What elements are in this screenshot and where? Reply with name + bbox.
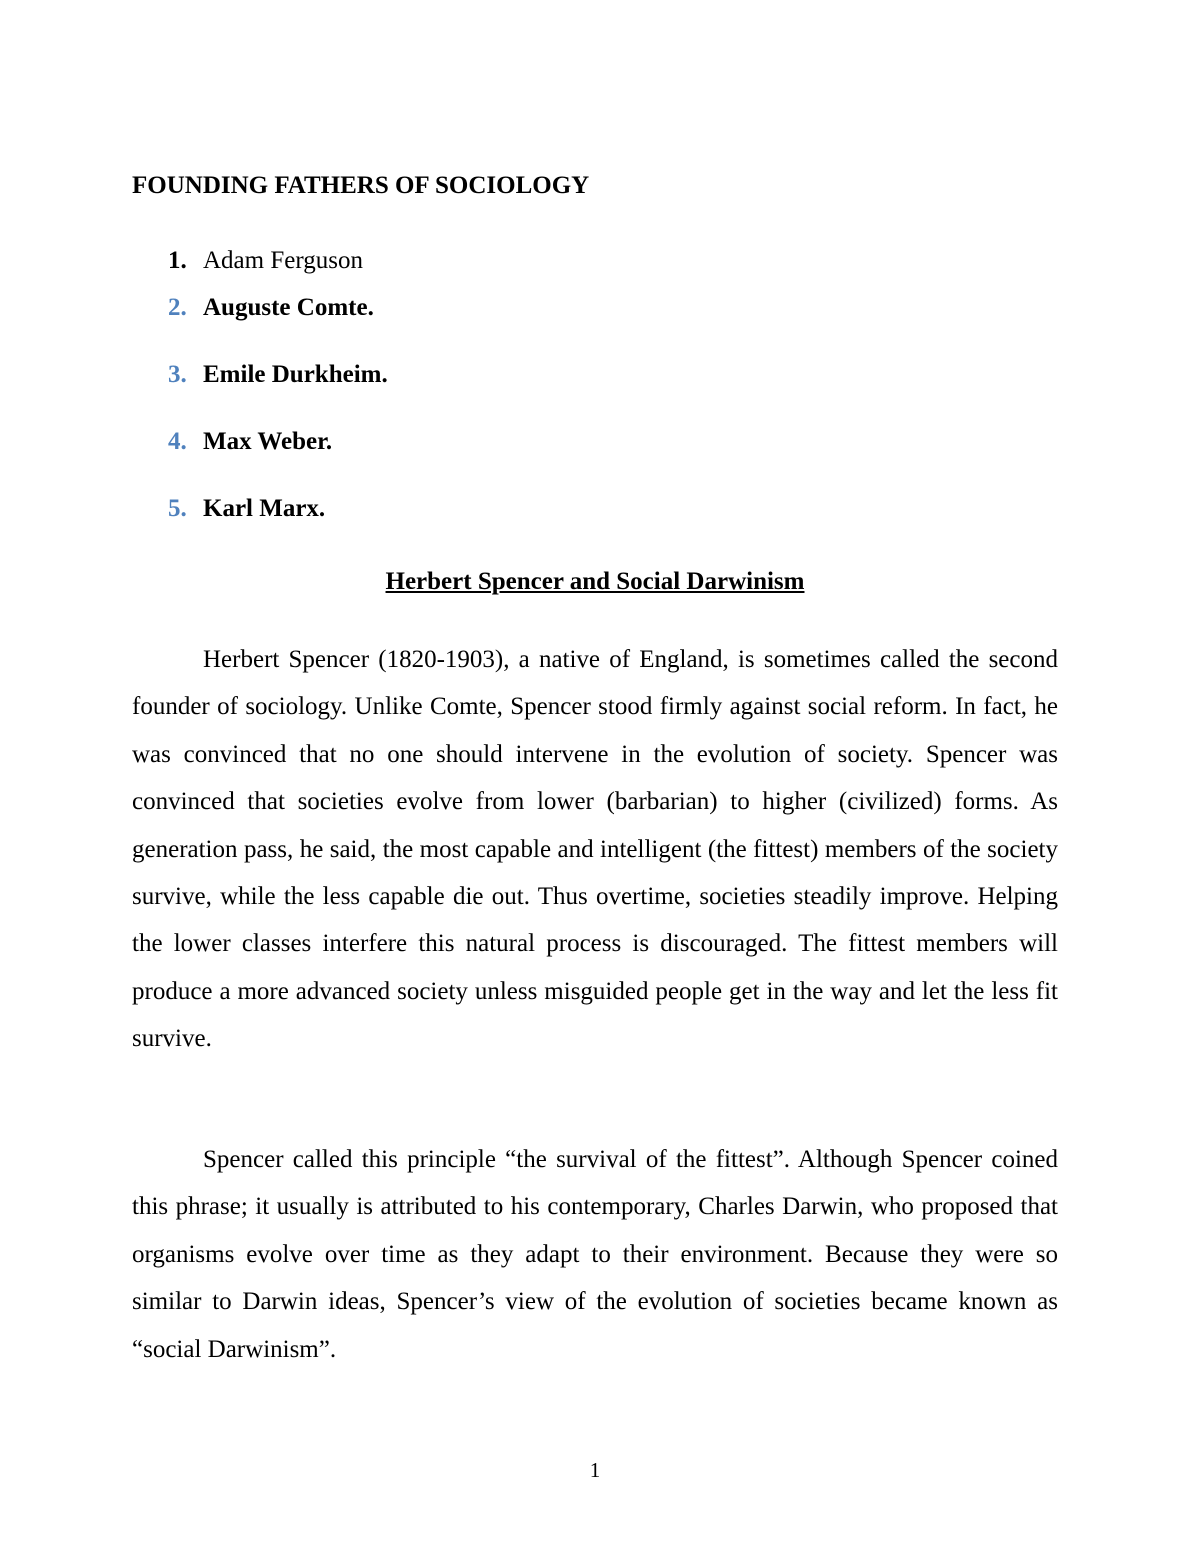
founder-name: Max Weber.: [203, 428, 333, 455]
list-number: 4.: [168, 428, 187, 455]
list-item: [168, 428, 332, 456]
founder-name: Emile Durkheim.: [203, 361, 388, 388]
list-number: 3.: [168, 361, 187, 388]
founder-name: Auguste Comte.: [203, 294, 374, 321]
page-number: 1: [589, 1458, 601, 1482]
founder-name: Adam Ferguson: [203, 247, 363, 274]
list-item: [168, 495, 325, 523]
list-item: [168, 361, 388, 389]
list-number: 2.: [168, 294, 187, 321]
page-title: FOUNDING FATHERS OF SOCIOLOGY: [132, 172, 590, 199]
list-item: [168, 247, 363, 275]
section-heading: Herbert Spencer and Social Darwinism: [385, 568, 805, 595]
list-number: 5.: [168, 495, 187, 522]
list-number: 1.: [168, 247, 187, 274]
founder-name: Karl Marx.: [203, 495, 326, 522]
body-paragraph: Herbert Spencer (1820-1903), a native of England, is sometimes called the second founder of sociology. Unlike Comte, Spencer stood firmly against social reform. In fact, he was convinced that no one should intervene in the evolution of society. Spencer was convinced that societies evolve from lower (barbarian) to higher (civilized) forms. As generation pass, he said, the most capable and intelligent (the fittest) members of the society survive, while the less capable die out. Thus overtime, societies steadily improve. Helping the lower classes interfere this natural process is discouraged. The fittest members will produce a more advanced society unless misguided people get in the way and let the less fit survive.: [132, 646, 1058, 1053]
body-paragraph: Spencer called this principle “the survival of the fittest”. Although Spencer coined this phrase; it usually is attributed to his contemporary, Charles Darwin, who proposed that organisms evolve over time as they adapt to their environment. Because they were so similar to Darwin ideas, Spencer’s view of the evolution of societies became known as “social Darwinism”.: [132, 1146, 1058, 1363]
list-item: [168, 294, 374, 322]
